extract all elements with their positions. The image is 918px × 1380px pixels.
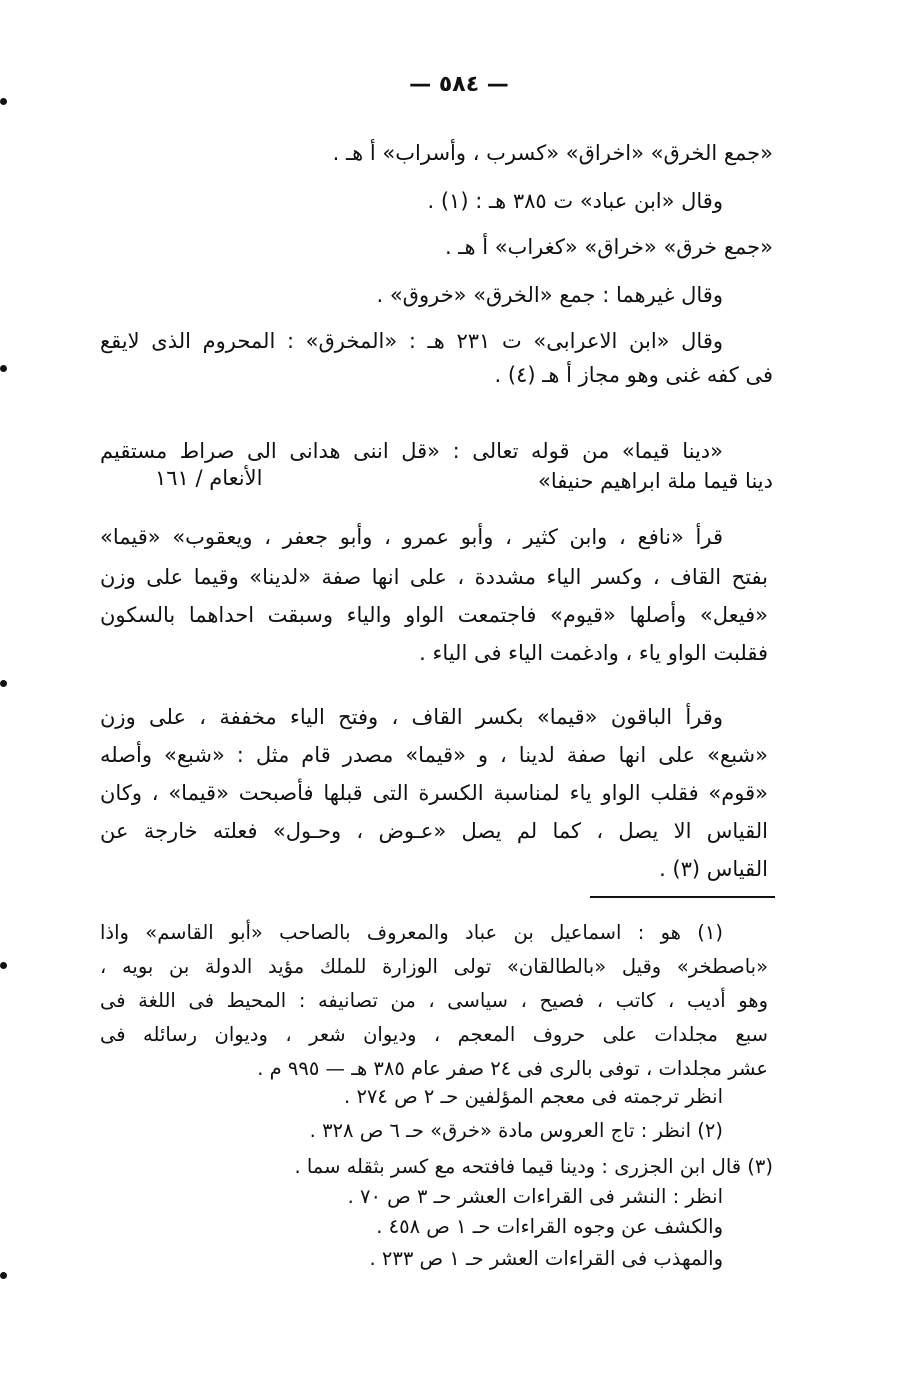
footnote-line: «باصطخر» وقيل «بالطالقان» تولى الوزارة للملك مؤيد الدولة بن بويه ، [100, 955, 768, 978]
footnote-line: انظر : النشر فى القراءات العشر حـ ٣ ص ٧٠ . [347, 1185, 723, 1208]
body-line: «قوم» فقلب الواو ياء لمناسبة الكسرة التى قبلها فأصبحت «قيما» ، وكان [100, 781, 768, 805]
body-line: القياس الا يصل ، كما لم يصل «عـوض ، وحـول» فعلته خارجة عن [100, 819, 768, 843]
footnote-separator [590, 896, 775, 898]
body-line: فقلبت الواو ياء ، وادغمت الياء فى الياء . [419, 641, 768, 665]
body-line: بفتح القاف ، وكسر الياء مشددة ، على انها صفة «لدينا» وقيما على وزن [100, 565, 768, 589]
margin-mark [0, 680, 7, 687]
body-line: وقال غيرهما : جمع «الخرق» «خروق» . [376, 283, 723, 307]
footnote-line: (٣) قال ابن الجزرى : ودينا قيما فافتحه مع كسر بثقله سما . [294, 1155, 773, 1178]
footnote-line: عشر مجلدات ، توفى بالرى فى ٢٤ صفر عام ٣٨٥ هـ — ٩٩٥ م . [257, 1057, 768, 1080]
page-number: — ٥٨٤ — [409, 72, 509, 97]
footnote-line: وهو أديب ، كاتب ، فصيح ، سياسى ، من تصانيفه : المحيط فى اللغة فى [100, 989, 768, 1012]
footnote-line: والكشف عن وجوه القراءات حـ ١ ص ٤٥٨ . [376, 1215, 723, 1238]
footnote-line: (١) هو : اسماعيل بن عباد والمعروف بالصاحب «أبو القاسم» واذا [100, 921, 723, 944]
footnote-line: سبع مجلدات على حروف المعجم ، وديوان شعر ، وديوان رسائله فى [100, 1023, 768, 1046]
body-line: «شبع» على انها صفة لدينا ، و «قيما» مصدر قام مثل : «شبع» وأصله [100, 743, 768, 767]
body-line: «جمع خرق» «خراق» «كغراب» أ هـ . [444, 235, 773, 259]
body-line: فى كفه غنى وهو مجاز أ هـ (٤) . [494, 363, 773, 387]
margin-mark [0, 98, 7, 105]
footnote-line: انظر ترجمته فى معجم المؤلفين حـ ٢ ص ٢٧٤ . [344, 1085, 723, 1108]
verse-reference: الأنعام / ١٦١ [155, 466, 263, 490]
margin-mark [0, 365, 7, 372]
margin-mark [0, 962, 7, 969]
body-line: وقال «ابن الاعرابى» ت ٢٣١ هـ : «المخرق» : المحروم الذى لايقع [100, 329, 723, 353]
body-line: «جمع الخرق» «اخراق» «كسرب ، وأسراب» أ هـ . [332, 141, 773, 165]
margin-mark [0, 1272, 7, 1279]
body-line: القياس (٣) . [659, 857, 768, 881]
body-line: وقرأ الباقون «قيما» بكسر القاف ، وفتح الياء مخففة ، على وزن [100, 705, 723, 729]
quran-line: «دينا قيما» من قوله تعالى : «قل اننى هدانى الى صراط مستقيم [100, 439, 723, 463]
body-line: «فيعل» وأصلها «قيوم» فاجتمعت الواو والياء وسبقت احداهما بالسكون [100, 603, 768, 627]
quran-line: دينا قيما ملة ابراهيم حنيفا» [537, 469, 773, 493]
body-line: وقال «ابن عباد» ت ٣٨٥ هـ : (١) . [427, 189, 723, 213]
footnote-line: والمهذب فى القراءات العشر حـ ١ ص ٢٣٣ . [369, 1247, 723, 1270]
body-line: قرأ «نافع ، وابن كثير ، وأبو عمرو ، وأبو جعفر ، ويعقوب» «قيما» [100, 525, 723, 549]
footnote-line: (٢) انظر : تاج العروس مادة «خرق» حـ ٦ ص ٣٢٨ . [309, 1119, 723, 1142]
